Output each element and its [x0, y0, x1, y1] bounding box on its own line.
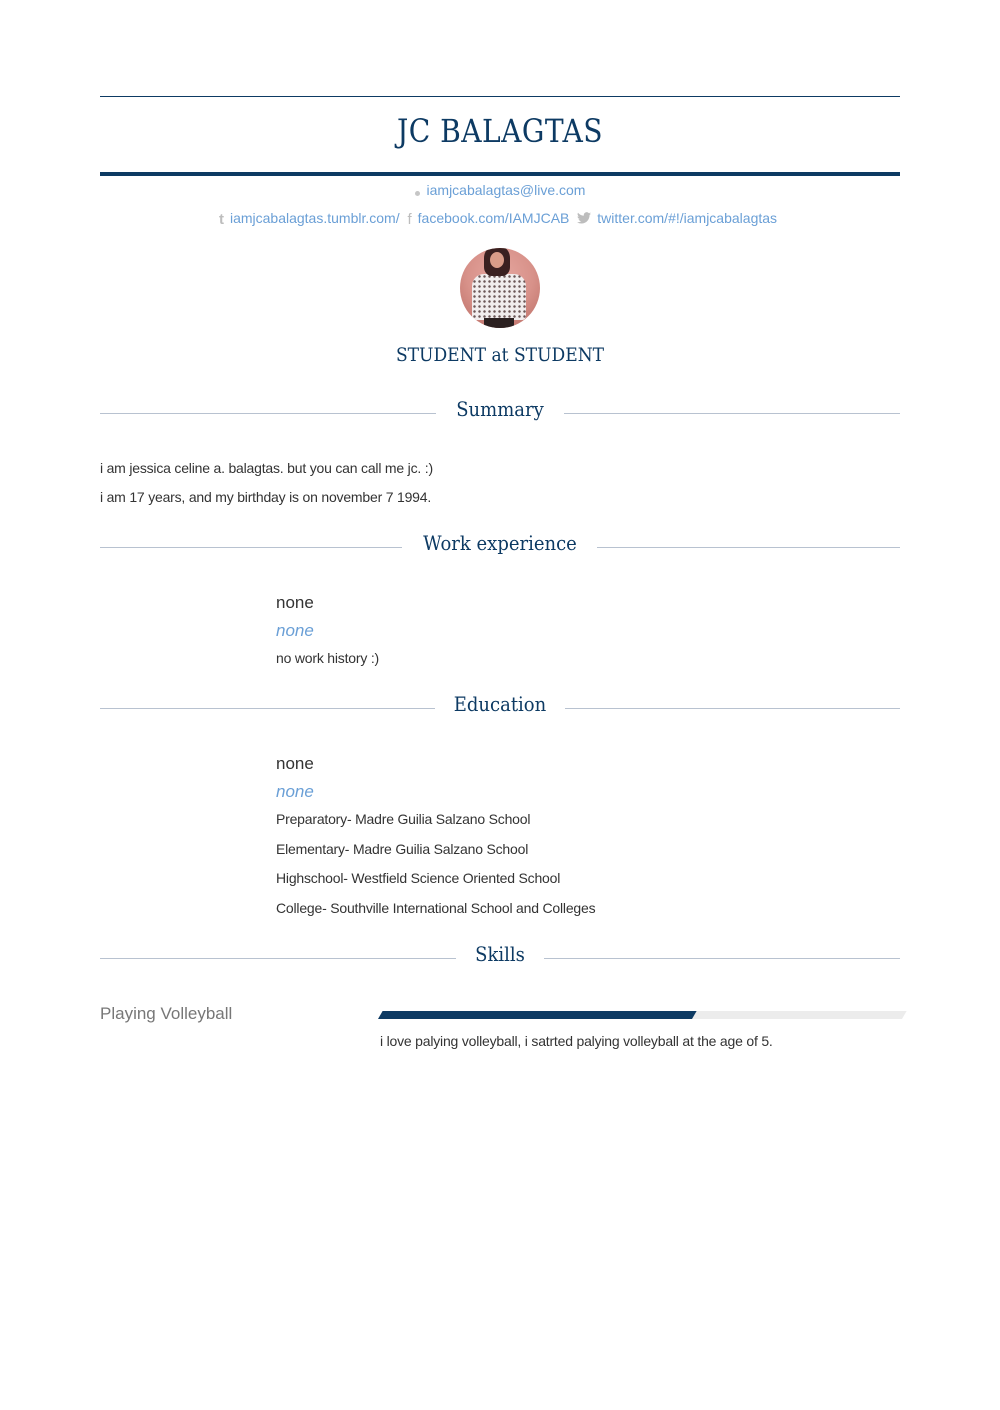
education-entry-school: none — [276, 782, 314, 801]
work-title: Work experience — [423, 531, 577, 555]
section-rule-right — [544, 958, 900, 959]
section-rule-right — [597, 547, 900, 548]
skills-section-header — [100, 942, 900, 972]
social-tumblr[interactable] — [219, 210, 404, 226]
education-section-header — [100, 692, 900, 722]
email-link[interactable]: iamjcabalagtas@live.com — [426, 182, 586, 198]
social-twitter[interactable] — [577, 210, 777, 226]
social-facebook[interactable] — [407, 210, 573, 226]
twitter-icon — [577, 212, 591, 227]
skill-name: Playing Volleyball — [100, 1004, 233, 1023]
full-name: JC BALAGTAS — [396, 112, 604, 150]
headline: STUDENT at STUDENT — [395, 344, 605, 366]
section-rule-right — [564, 413, 900, 414]
email-bullet-icon — [415, 191, 420, 196]
top-divider — [100, 96, 900, 97]
facebook-link[interactable]: facebook.com/IAMJCAB — [417, 210, 570, 226]
skill-level-fill — [378, 1011, 697, 1019]
summary-title: Summary — [456, 397, 544, 421]
summary-line: i am 17 years, and my birthday is on november 7 1994. — [100, 489, 432, 505]
work-entry-description: no work history :) — [276, 650, 379, 666]
tumblr-link[interactable]: iamjcabalagtas.tumblr.com/ — [229, 210, 400, 226]
tumblr-icon: t — [218, 210, 224, 228]
skill-description: i love palying volleyball, i satrted palying volleyball at the age of 5. — [380, 1033, 773, 1049]
education-entry-title: none — [276, 754, 314, 773]
education-title: Education — [453, 692, 547, 716]
skills-title: Skills — [475, 942, 525, 966]
twitter-link[interactable]: twitter.com/#!/iamjcabalagtas — [597, 210, 778, 226]
facebook-icon: f — [407, 210, 412, 228]
email-line — [100, 182, 900, 198]
social-links — [100, 210, 900, 228]
summary-line: i am jessica celine a. balagtas. but you can call me jc. :) — [100, 460, 433, 476]
skill-level-bar — [378, 1011, 907, 1019]
profile-photo — [460, 248, 540, 328]
section-rule-right — [565, 708, 900, 709]
work-entry-title: none — [276, 593, 314, 612]
work-entry-company: none — [276, 621, 314, 640]
work-section-header — [100, 531, 900, 561]
education-line: Preparatory- Madre Guilia Salzano School — [276, 811, 531, 827]
education-line: Highschool- Westfield Science Oriented School — [276, 870, 561, 886]
education-line: College- Southville International School and Colleges — [276, 900, 596, 916]
name-divider — [100, 172, 900, 176]
summary-section-header — [100, 397, 900, 427]
education-line: Elementary- Madre Guilia Salzano School — [276, 841, 529, 857]
